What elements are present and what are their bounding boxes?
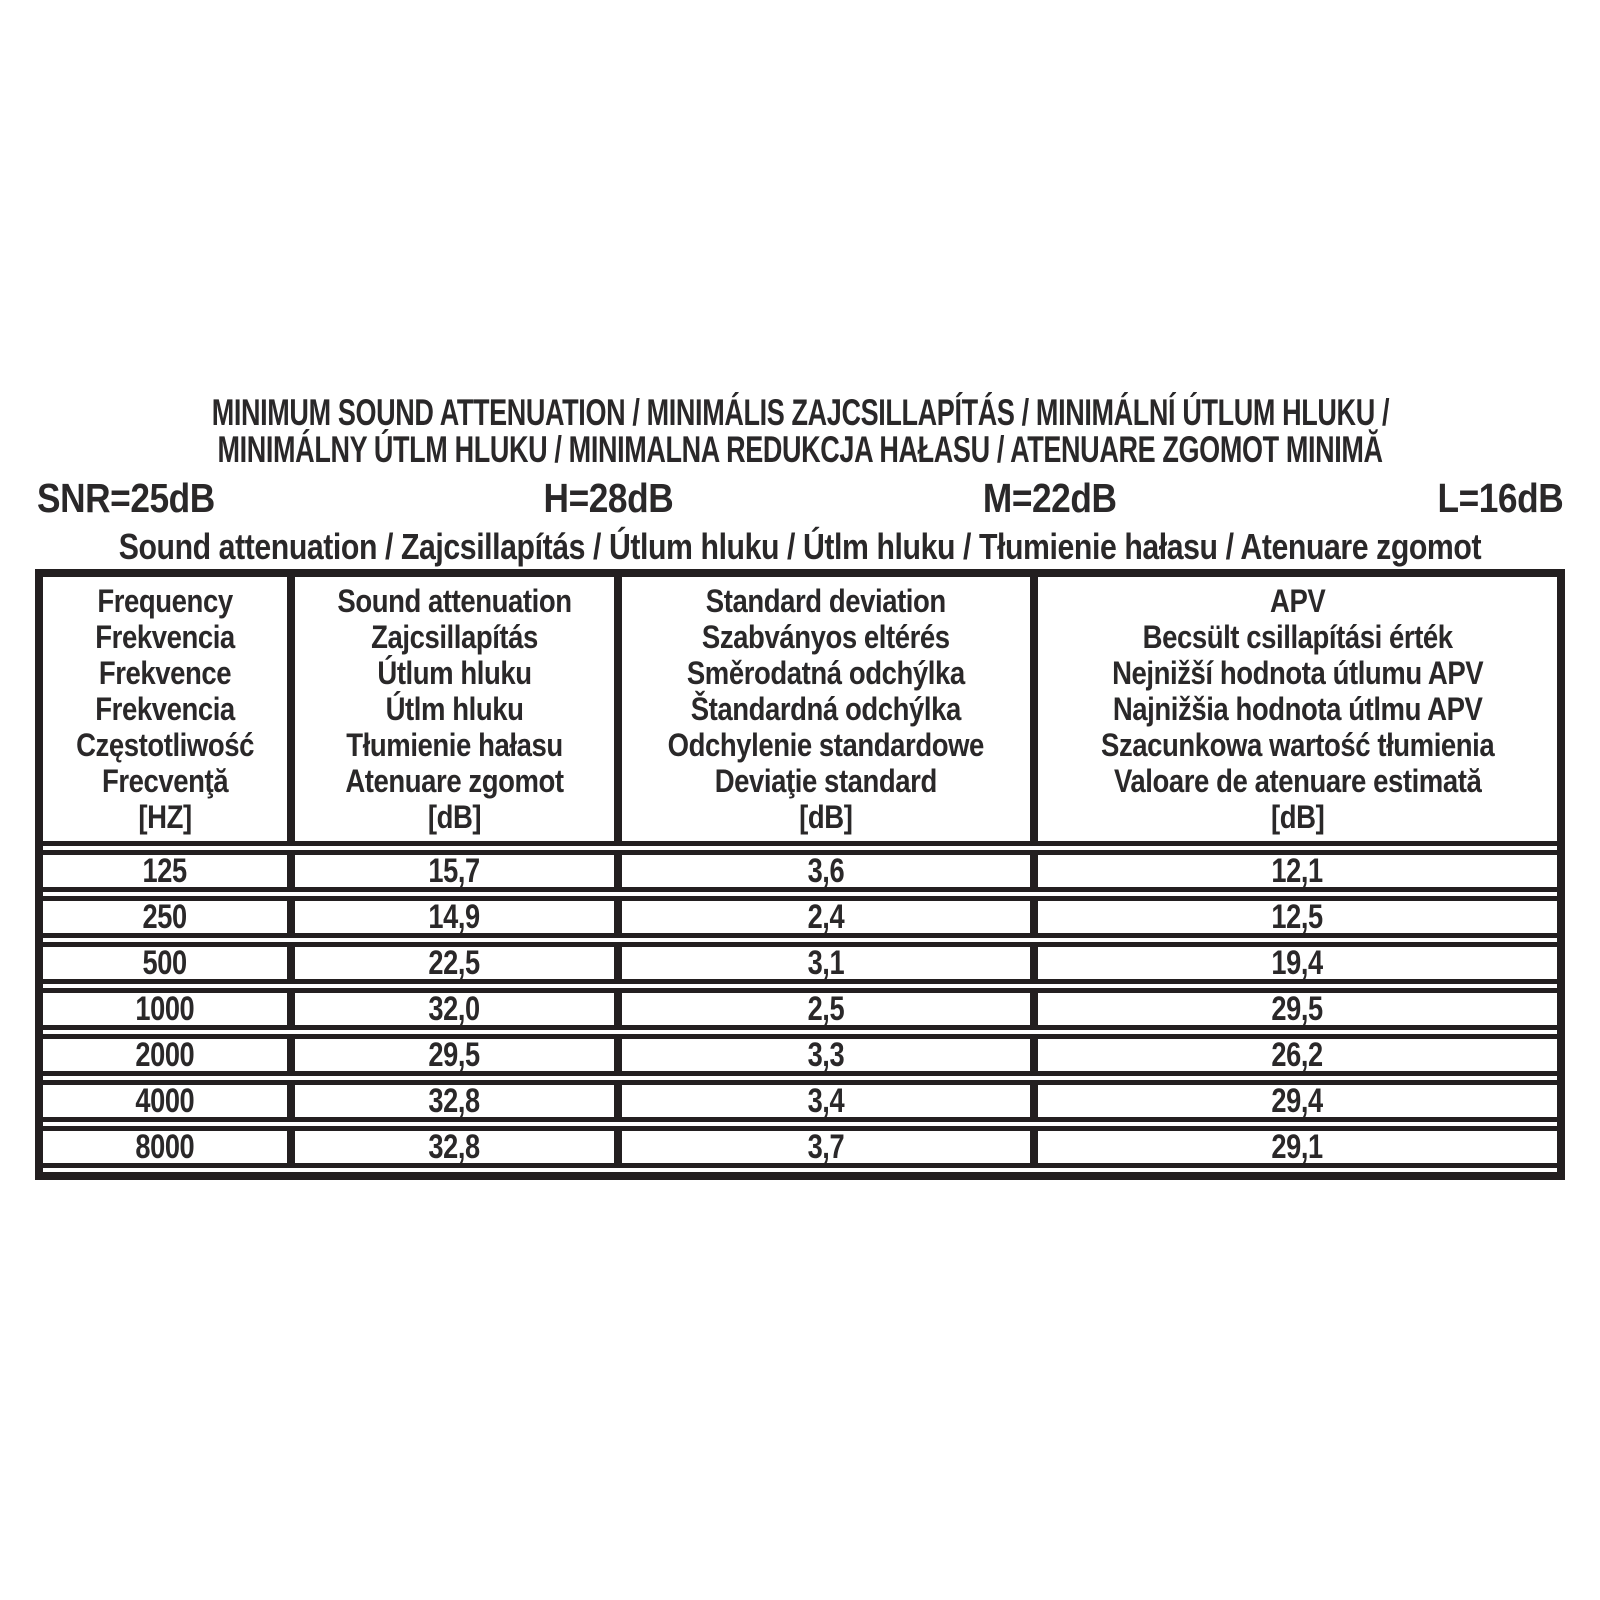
header-frequency-lines	[60, 583, 270, 835]
header-text: Zajcsillapítás	[371, 619, 538, 655]
header-apv	[1038, 577, 1557, 841]
cell-value: 14,9	[428, 901, 481, 933]
cell-value: 2000	[135, 1039, 195, 1071]
title-row-2	[35, 431, 1565, 468]
header-text: Najnižšia hodnota útlmu APV	[1112, 691, 1483, 727]
header-text: Tłumienie hałasu	[346, 727, 563, 763]
cell-value: 8000	[135, 1131, 195, 1163]
table-row	[43, 942, 1557, 984]
cell-value: 3,3	[807, 1039, 845, 1071]
header-apv-lines	[1074, 583, 1521, 835]
table-row	[43, 1034, 1557, 1076]
header-text: Štandardná odchýlka	[690, 691, 961, 727]
frequency-cell	[43, 947, 295, 979]
cell-value: 32,8	[428, 1085, 481, 1117]
table-row	[43, 1126, 1557, 1168]
header-text: APV	[1269, 583, 1325, 619]
cell-value: 2,4	[807, 901, 845, 933]
cell-value: 32,8	[428, 1131, 481, 1163]
attenuation-cell	[295, 947, 622, 979]
header-standard-deviation	[622, 577, 1038, 841]
h-value: H=28dB	[543, 475, 673, 521]
frequency-cell	[43, 901, 295, 933]
cell-value: 29,1	[1271, 1131, 1324, 1163]
cell-value: 3,4	[807, 1085, 845, 1117]
apv-cell	[1038, 947, 1557, 979]
cell-value: 125	[142, 855, 188, 887]
cell-value: 3,7	[807, 1131, 845, 1163]
header-text: Częstotliwość	[76, 727, 254, 763]
cell-value: 15,7	[428, 855, 481, 887]
frequency-cell	[43, 855, 295, 887]
header-text: Frekvencia	[95, 691, 235, 727]
header-text: [dB]	[427, 799, 482, 835]
cell-value: 29,4	[1271, 1085, 1324, 1117]
cell-value: 2,5	[807, 993, 845, 1025]
cell-value: 22,5	[428, 947, 481, 979]
cell-value: 19,4	[1271, 947, 1324, 979]
header-text: Útlum hluku	[377, 655, 532, 691]
deviation-cell	[622, 901, 1038, 933]
header-text: Frequency	[97, 583, 233, 619]
attenuation-cell	[295, 1085, 622, 1117]
deviation-cell	[622, 1085, 1038, 1117]
subtitle: Sound attenuation / Zajcsillapítás / Útlum hluku / Útlm hluku / Tłumienie hałasu / Atenuare zgomot	[118, 526, 1482, 567]
header-text: Směrodatná odchýlka	[686, 655, 965, 691]
deviation-cell	[622, 993, 1038, 1025]
deviation-cell	[622, 1039, 1038, 1071]
header-text: Deviaţie standard	[714, 763, 937, 799]
label-content	[35, 394, 1565, 1180]
page-title	[35, 394, 1565, 468]
header-standard-deviation-lines	[651, 583, 1002, 835]
header-text: Standard deviation	[705, 583, 946, 619]
header-text: Frekvence	[98, 655, 232, 691]
cell-value: 32,0	[428, 993, 481, 1025]
attenuation-cell	[295, 993, 622, 1025]
cell-value: 250	[142, 901, 188, 933]
table-row	[43, 850, 1557, 892]
title-line-1: MINIMUM SOUND ATTENUATION / MINIMÁLIS ZAJCSILLAPÍTÁS / MINIMÁLNÍ ÚTLUM HLUKU /	[211, 392, 1389, 433]
cell-value: 12,1	[1271, 855, 1324, 887]
apv-cell	[1038, 1085, 1557, 1117]
frequency-cell	[43, 1131, 295, 1163]
cell-value: 29,5	[428, 1039, 481, 1071]
m-value: M=22dB	[983, 475, 1117, 521]
attenuation-cell	[295, 1131, 622, 1163]
header-text: Becsült csillapítási érték	[1142, 619, 1453, 655]
cell-value: 4000	[135, 1085, 195, 1117]
l-value: L=16dB	[1437, 475, 1563, 521]
deviation-cell	[622, 855, 1038, 887]
cell-value: 1000	[135, 993, 195, 1025]
apv-cell	[1038, 1039, 1557, 1071]
apv-cell	[1038, 1131, 1557, 1163]
header-frequency	[43, 577, 295, 841]
frequency-cell	[43, 993, 295, 1025]
header-text: Atenuare zgomot	[345, 763, 564, 799]
subtitle-row	[35, 528, 1565, 566]
attenuation-table	[35, 569, 1565, 1180]
frequency-cell	[43, 1039, 295, 1071]
table-row	[43, 1080, 1557, 1122]
frequency-cell	[43, 1085, 295, 1117]
cell-value: 3,6	[807, 855, 845, 887]
cell-value: 12,5	[1271, 901, 1324, 933]
apv-cell	[1038, 993, 1557, 1025]
header-sound-attenuation-lines	[317, 583, 591, 835]
table-row	[43, 988, 1557, 1030]
apv-cell	[1038, 901, 1557, 933]
title-row-1	[35, 394, 1565, 431]
table-header-row	[43, 577, 1557, 846]
snr-value: SNR=25dB	[37, 475, 215, 521]
header-text: Szacunkowa wartość tłumienia	[1100, 727, 1494, 763]
header-text: Sound attenuation	[337, 583, 572, 619]
attenuation-cell	[295, 855, 622, 887]
cell-value: 29,5	[1271, 993, 1324, 1025]
apv-cell	[1038, 855, 1557, 887]
attenuation-cell	[295, 1039, 622, 1071]
cell-value: 500	[142, 947, 188, 979]
table-row	[43, 896, 1557, 938]
header-text: Nejnižší hodnota útlumu APV	[1111, 655, 1483, 691]
header-text: Útlm hluku	[385, 691, 524, 727]
deviation-cell	[622, 947, 1038, 979]
header-text: Frecvenţă	[101, 763, 229, 799]
snr-values-row	[37, 476, 1563, 520]
header-text: [dB]	[1270, 799, 1324, 835]
title-line-2: MINIMÁLNY ÚTLM HLUKU / MINIMALNA REDUKCJA HAŁASU / ATENUARE ZGOMOT MINIMĂ	[217, 429, 1383, 470]
header-text: Valoare de atenuare estimată	[1113, 763, 1481, 799]
header-text: Szabványos eltérés	[702, 619, 950, 655]
cell-value: 26,2	[1271, 1039, 1324, 1071]
cell-value: 3,1	[807, 947, 845, 979]
attenuation-cell	[295, 901, 622, 933]
header-text: [dB]	[799, 799, 853, 835]
deviation-cell	[622, 1131, 1038, 1163]
header-text: Frekvencia	[95, 619, 235, 655]
header-sound-attenuation	[295, 577, 622, 841]
header-text: Odchylenie standardowe	[667, 727, 985, 763]
header-text: [HZ]	[138, 799, 192, 835]
